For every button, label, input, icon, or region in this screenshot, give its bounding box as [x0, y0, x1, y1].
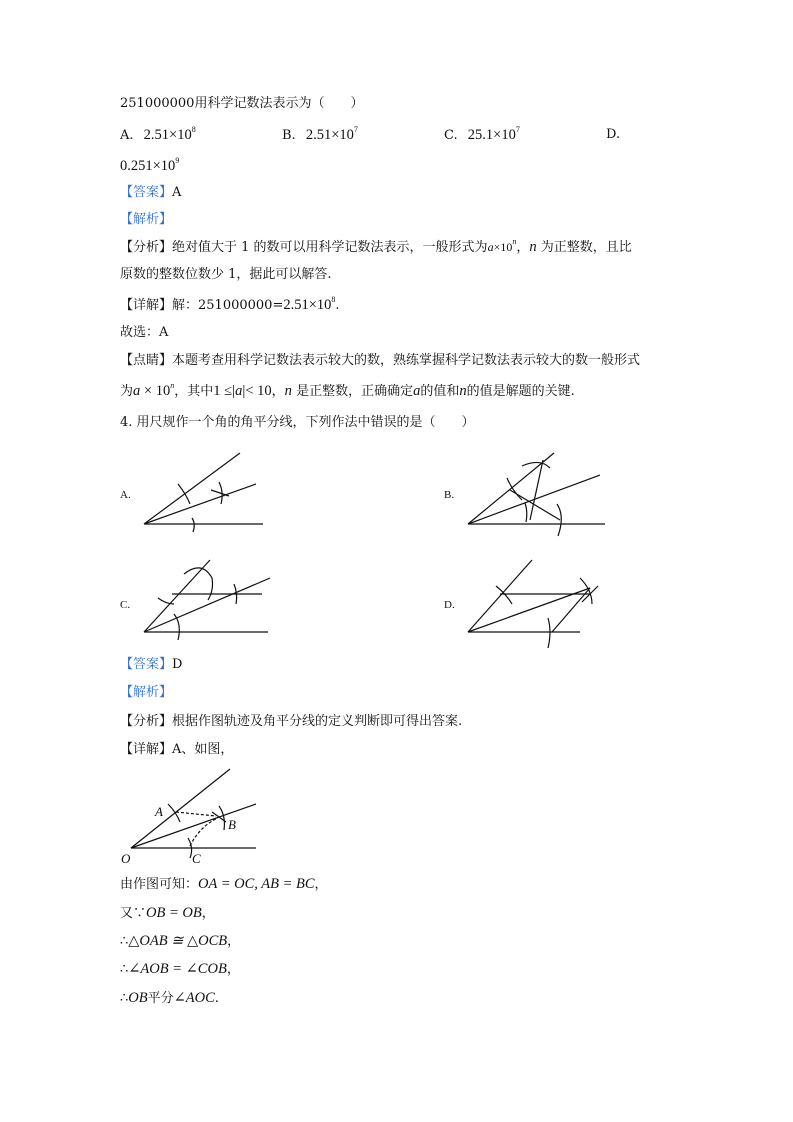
q4-answer: 【答案】D	[120, 657, 183, 672]
q4-jiexi: 【解析】	[120, 685, 173, 700]
fig-c-label: C.	[120, 599, 131, 611]
q4-step5: ∴OB平分∠AOC.	[120, 990, 219, 1006]
q3-guxuan: 故选：A	[120, 325, 169, 340]
point-o-label: O	[121, 851, 131, 866]
q4-stem: 4. 用尺规作一个角的角平分线，下列作法中错误的是（ ）	[120, 415, 475, 430]
q4-step3: ∴△OAB ≅ △OCB，	[120, 933, 241, 949]
q3-stem-number: 251000000	[120, 96, 195, 111]
q3-dianjing-line2: 为$a \times 10^n$，其中1 ≤|a|< 10，n 是正整数，正确确定a的值和n的值是解题的关键.	[120, 381, 575, 399]
q3-fenxi-line2: 原数的整数位数少 1，据此可以解答.	[120, 267, 332, 282]
q3-fenxi-line1: 【分析】绝对值大于 1 的数可以用科学记数法表示，一般形式为$a\times 10^n$，n 为正整数，且比	[120, 237, 632, 255]
option-a-value: $2.51\times 10^8$	[143, 125, 196, 143]
option-c-label: C.	[444, 128, 458, 143]
point-b-label: B	[228, 817, 236, 832]
q4-xiangjie: 【详解】A、如图，	[120, 742, 234, 757]
point-c-label: C	[192, 851, 201, 866]
option-b-value: $2.51\times 10^7$	[305, 125, 358, 143]
q4-step4: ∴∠AOB = ∠COB，	[120, 961, 240, 977]
q4-step1: 由作图可知：OA = OC, AB = BC，	[120, 876, 328, 892]
q3-option-d-value: $0.251\times 10^9$	[120, 156, 180, 174]
q4-step2: 又∵OB = OB，	[120, 905, 215, 921]
option-c-value: $25.1\times 10^7$	[467, 125, 520, 143]
option-b-label: B.	[282, 128, 296, 143]
q3-dianjing-line1: 【点睛】本题考查用科学记数法表示较大的数，熟练掌握科学记数法表示较大的数一般形式	[120, 353, 641, 368]
point-a-label: A	[155, 804, 163, 819]
q4-fenxi: 【分析】根据作图轨迹及角平分线的定义判断即可得出答案.	[120, 714, 463, 729]
answer-value: A	[172, 185, 182, 200]
fig-b-label: B.	[444, 489, 455, 501]
q3-stem-text: 用科学记数法表示为（ ）	[194, 96, 364, 111]
fig-a-label: A.	[120, 489, 131, 501]
q3-jiexi: 【解析】	[120, 212, 173, 227]
q3-xiangjie: 【详解】解：$251000000=2.51\times 10^8$.	[120, 295, 340, 313]
fig-d-label: D.	[444, 599, 455, 611]
q3-option-d-label: D.	[606, 127, 621, 142]
option-a-label: A.	[120, 128, 134, 143]
answer-tag: 【答案】	[120, 185, 173, 200]
